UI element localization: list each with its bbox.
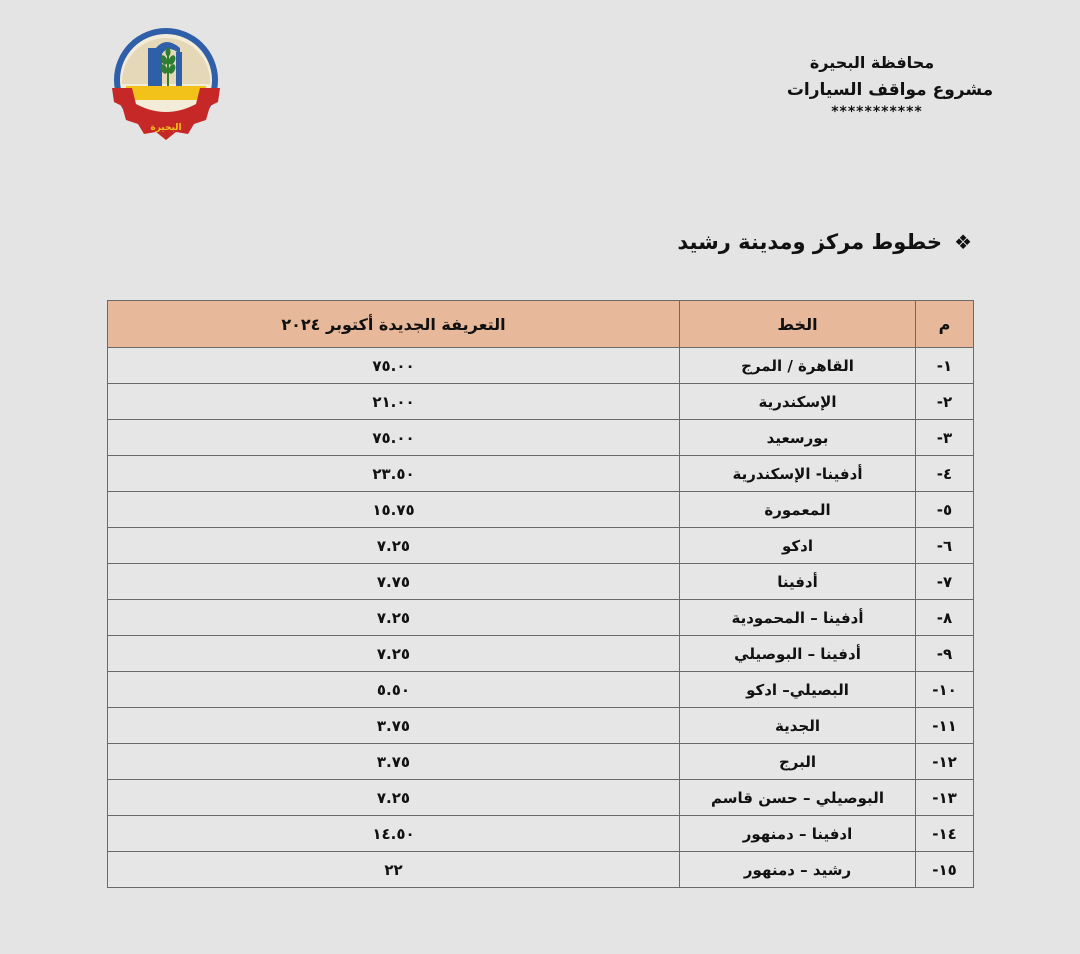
cell-num: ٦- bbox=[916, 528, 974, 564]
governorate-header bbox=[760, 50, 1020, 120]
cell-num: ١٤- bbox=[916, 816, 974, 852]
cell-fare: ١٥.٧٥ bbox=[108, 492, 680, 528]
table-row bbox=[108, 672, 974, 708]
cell-fare: ٢٣.٥٠ bbox=[108, 456, 680, 492]
cell-num: ١٠- bbox=[916, 672, 974, 708]
cell-num: ٥- bbox=[916, 492, 974, 528]
logo-tower-right bbox=[176, 52, 182, 86]
cell-line: البصيلي– ادكو bbox=[680, 672, 916, 708]
project-name: مشروع مواقف السيارات bbox=[786, 80, 994, 100]
governorate-name: محافظة البحيرة bbox=[809, 53, 935, 72]
cell-line: القاهرة / المرج bbox=[680, 348, 916, 384]
cell-line: أدفينا – البوصيلي bbox=[680, 636, 916, 672]
cell-line: أدفينا bbox=[680, 564, 916, 600]
table-row bbox=[108, 816, 974, 852]
logo-yellow-band bbox=[126, 86, 206, 100]
header-fare: التعريفة الجديدة أكتوبر ٢٠٢٤ bbox=[108, 301, 680, 348]
cell-fare: ٧.٢٥ bbox=[108, 780, 680, 816]
table-row bbox=[108, 852, 974, 888]
table-row bbox=[108, 564, 974, 600]
fares-table bbox=[107, 300, 974, 888]
cell-fare: ٧٥.٠٠ bbox=[108, 420, 680, 456]
table-row bbox=[108, 744, 974, 780]
table-row bbox=[108, 528, 974, 564]
cell-fare: ٧.٢٥ bbox=[108, 636, 680, 672]
table-row bbox=[108, 636, 974, 672]
table-row bbox=[108, 708, 974, 744]
table-row bbox=[108, 456, 974, 492]
cell-fare: ٧.٢٥ bbox=[108, 528, 680, 564]
cell-fare: ٧٥.٠٠ bbox=[108, 348, 680, 384]
cell-line: المعمورة bbox=[680, 492, 916, 528]
diamond-bullet-icon: ❖ bbox=[954, 230, 972, 254]
cell-line: أدفينا- الإسكندرية bbox=[680, 456, 916, 492]
logo-text: البحيرة bbox=[150, 123, 182, 133]
cell-line: ادكو bbox=[680, 528, 916, 564]
cell-fare: ٢٢ bbox=[108, 852, 680, 888]
cell-line: ادفينا – دمنهور bbox=[680, 816, 916, 852]
cell-num: ٩- bbox=[916, 636, 974, 672]
logo-tower-left bbox=[148, 48, 156, 86]
header-line: الخط bbox=[680, 301, 916, 348]
header-stars: *********** bbox=[831, 104, 923, 120]
cell-fare: ٢١.٠٠ bbox=[108, 384, 680, 420]
table-body bbox=[108, 348, 974, 888]
cell-line: الجدية bbox=[680, 708, 916, 744]
cell-num: ٣- bbox=[916, 420, 974, 456]
cell-line: بورسعيد bbox=[680, 420, 916, 456]
table-row bbox=[108, 492, 974, 528]
table-row bbox=[108, 420, 974, 456]
cell-line: رشيد – دمنهور bbox=[680, 852, 916, 888]
table-row bbox=[108, 600, 974, 636]
cell-num: ٤- bbox=[916, 456, 974, 492]
cell-num: ٨- bbox=[916, 600, 974, 636]
table-row bbox=[108, 348, 974, 384]
section-heading bbox=[677, 230, 972, 254]
cell-num: ١٣- bbox=[916, 780, 974, 816]
cell-num: ١- bbox=[916, 348, 974, 384]
cell-line: أدفينا – المحمودية bbox=[680, 600, 916, 636]
cell-num: ١٥- bbox=[916, 852, 974, 888]
cell-fare: ٣.٧٥ bbox=[108, 744, 680, 780]
cell-line: البوصيلي – حسن قاسم bbox=[680, 780, 916, 816]
cell-fare: ٧.٢٥ bbox=[108, 600, 680, 636]
cell-fare: ٥.٥٠ bbox=[108, 672, 680, 708]
cell-line: الإسكندرية bbox=[680, 384, 916, 420]
section-title-text: خطوط مركز ومدينة رشيد bbox=[677, 230, 943, 254]
table-header-row bbox=[108, 301, 974, 348]
cell-num: ١١- bbox=[916, 708, 974, 744]
cell-fare: ٣.٧٥ bbox=[108, 708, 680, 744]
header-num: م bbox=[916, 301, 974, 348]
governorate-logo bbox=[106, 24, 226, 144]
cell-fare: ١٤.٥٠ bbox=[108, 816, 680, 852]
cell-num: ٢- bbox=[916, 384, 974, 420]
cell-line: البرج bbox=[680, 744, 916, 780]
cell-num: ١٢- bbox=[916, 744, 974, 780]
cell-fare: ٧.٧٥ bbox=[108, 564, 680, 600]
cell-num: ٧- bbox=[916, 564, 974, 600]
table-row bbox=[108, 384, 974, 420]
table-row bbox=[108, 780, 974, 816]
